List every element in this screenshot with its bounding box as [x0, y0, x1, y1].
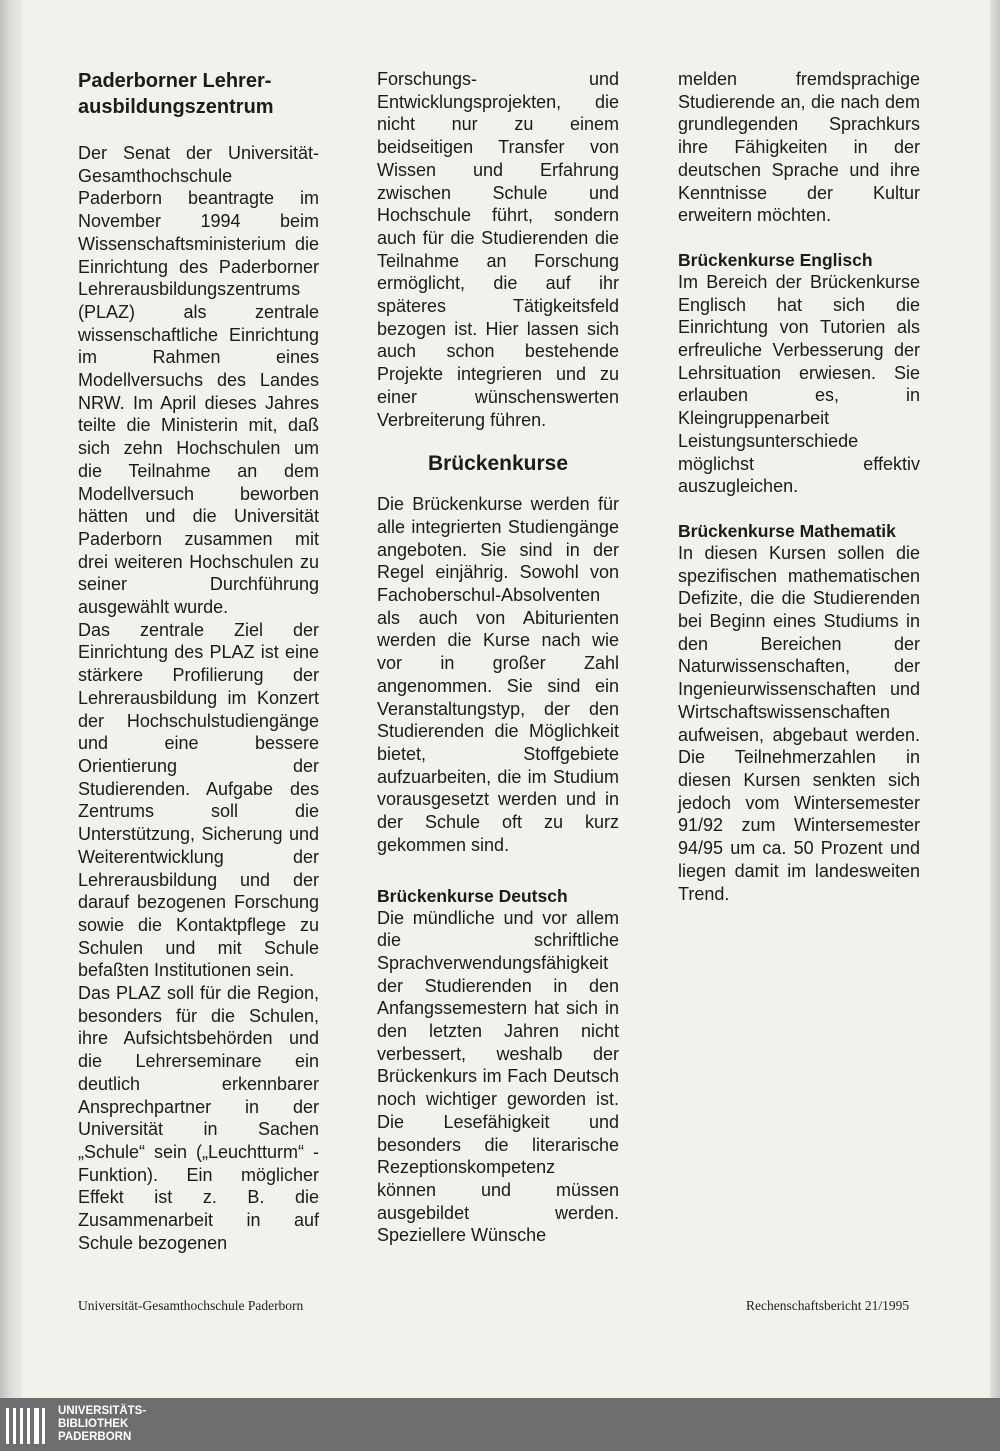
- page-right-edge: [990, 0, 1000, 1398]
- subheading-mathematik: Brückenkurse Mathematik: [678, 520, 896, 541]
- subheading-englisch: Brückenkurse Englisch: [678, 249, 873, 270]
- paragraph-mathematik: In diesen Kursen sollen die spezifischen mathematischen Defizite, die die Studierenden bei Beginn eines Studiums in den Bereichen der Naturwissenschaften, der Ingenieurwissenschaften und Wirtschaftswissenschaften aufweisen, abgebaut werden. Die Teilnehmerzahlen in diesen Kursen senkten sich jedoch vom Wintersemester 91/92 zum Wintersemester 94/95 um ca. 50 Prozent und liegen damit im landesweiten Trend.: [678, 542, 920, 904]
- paragraph-brueckenkurse: Die Brückenkurse werden für alle integrierten Studiengänge angeboten. Sie sind in der Regel einjährig. Sowohl von Fachoberschul-Absolventen als auch von Abiturienten werden die Kurse nach wie vor in großer Zahl angenommen. Sie sind ein Veranstaltungstyp, der den Studierenden die Möglichkeit bietet, Stoffgebiete aufzuarbeiten, die im Studium vorausgesetzt werden und in der Schule oft zu kurz gekommen sind.: [377, 494, 619, 855]
- paragraph-fremdsprachige: melden fremdsprachige Studierende an, die nach dem grundlegenden Sprachkurs ihre Fähigkeiten in der deutschen Sprache und ihre Kenntnisse der Kultur erweitern möchten.: [678, 69, 920, 226]
- library-name-line3: PADERBORN: [58, 1430, 132, 1443]
- article-title: [78, 68, 319, 120]
- page-gutter-shadow: [0, 0, 22, 1398]
- library-logo-icon: [6, 1408, 46, 1444]
- section-title-brueckenkurse: Brückenkurse: [427, 452, 569, 476]
- footer-report-number: Rechenschaftsbericht 21/1995: [746, 1298, 910, 1313]
- paragraph-englisch: Im Bereich der Brückenkurse Englisch hat sich die Einrichtung von Tutorien als erfreuliche Verbesserung der Lehrsituation erwiesen. Sie erlauben es, in Kleingruppenarbeit Leistungsunterschiede möglichst effektiv auszugleichen.: [678, 271, 920, 497]
- library-name-line1: UNIVERSITÄTS-: [58, 1405, 147, 1417]
- footer-publisher: Universität-Gesamthochschule Paderborn: [78, 1298, 304, 1313]
- text-column-left: [78, 68, 319, 1254]
- paragraph-ziel: Das zentrale Ziel der Einrichtung des PLAZ ist eine stärkere Profilierung der Lehrerausbildung im Konzert der Hochschulstudiengänge und eine bessere Orientierung der Studierenden. Aufgabe des Zentrums soll die Unterstützung, Sicherung und Weiterentwicklung der Lehrerausbildung und der darauf bezogenen Forschung sowie die Kontaktpflege zu Schulen und mit Schule befaßten Institutionen sein.: [78, 619, 319, 981]
- library-watermark-bar: [0, 1398, 1000, 1451]
- paragraph-deutsch: Die mündliche und vor allem die schriftliche Sprachverwendungsfähigkeit der Studierenden in den Anfangssemestern hat sich in den letzten Jahren nicht verbessert, weshalb der Brückenkurs im Fach Deutsch noch wichtiger geworden ist. Die Lesefähigkeit und besonders die literarische Rezeptionskompetenz können und müssen ausgebildet werden. Speziellere Wünsche: [377, 907, 619, 1246]
- library-name: [58, 1405, 146, 1443]
- article-title-line2: ausbildungszentrum: [78, 96, 274, 118]
- subheading-deutsch: Brückenkurse Deutsch: [377, 885, 568, 906]
- paragraph-forschung: Forschungs- und Entwicklungsprojekten, die nicht nur zu einem beidseitigen Transfer von Wissen und Erfahrung zwischen Schule und Hochschule führt, sondern auch für die Studierenden die Teilnahme an Forschung ermöglicht, die auf ihr späteres Tätigkeitsfeld bezogen ist. Hier lassen sich auch schon bestehende Projekte integrieren und zu einer wünschenswerten Verbreiterung führen.: [377, 69, 619, 430]
- paragraph-senat: Der Senat der Universität-Gesamthochschule Paderborn beantragte im November 1994 beim Wissenschaftsministerium die Einrichtung des Paderborner Lehrerausbildungszentrums (PLAZ) als zentrale wissenschaftliche Einrichtung im Rahmen eines Modellversuchs des Landes NRW. Im April dieses Jahres teilte die Ministerin mit, daß sich zehn Hochschulen um die Teilnahme an dem Modellversuch beworben hätten und die Universität Paderborn zusammen mit drei weiteren Hochschulen zu seiner Durchführung ausgewählt wurde.: [78, 143, 319, 618]
- text-column-right: [678, 68, 920, 905]
- library-name-line2: BIBLIOTHEK: [58, 1417, 129, 1430]
- article-title-line1: Paderborner Lehrer-: [78, 70, 272, 92]
- text-column-middle: [377, 68, 619, 1247]
- paragraph-plaz-region: Das PLAZ soll für die Region, besonders für die Schulen, ihre Aufsichtsbehörden und die Lehrerseminare ein deutlich erkennbarer Ansprechpartner in der Universität in Sachen „Schule“ sein („Leuchtturm“ - Funktion). Ein möglicher Effekt ist z. B. die Zusammenarbeit in auf Schule bezogenen: [78, 983, 319, 1253]
